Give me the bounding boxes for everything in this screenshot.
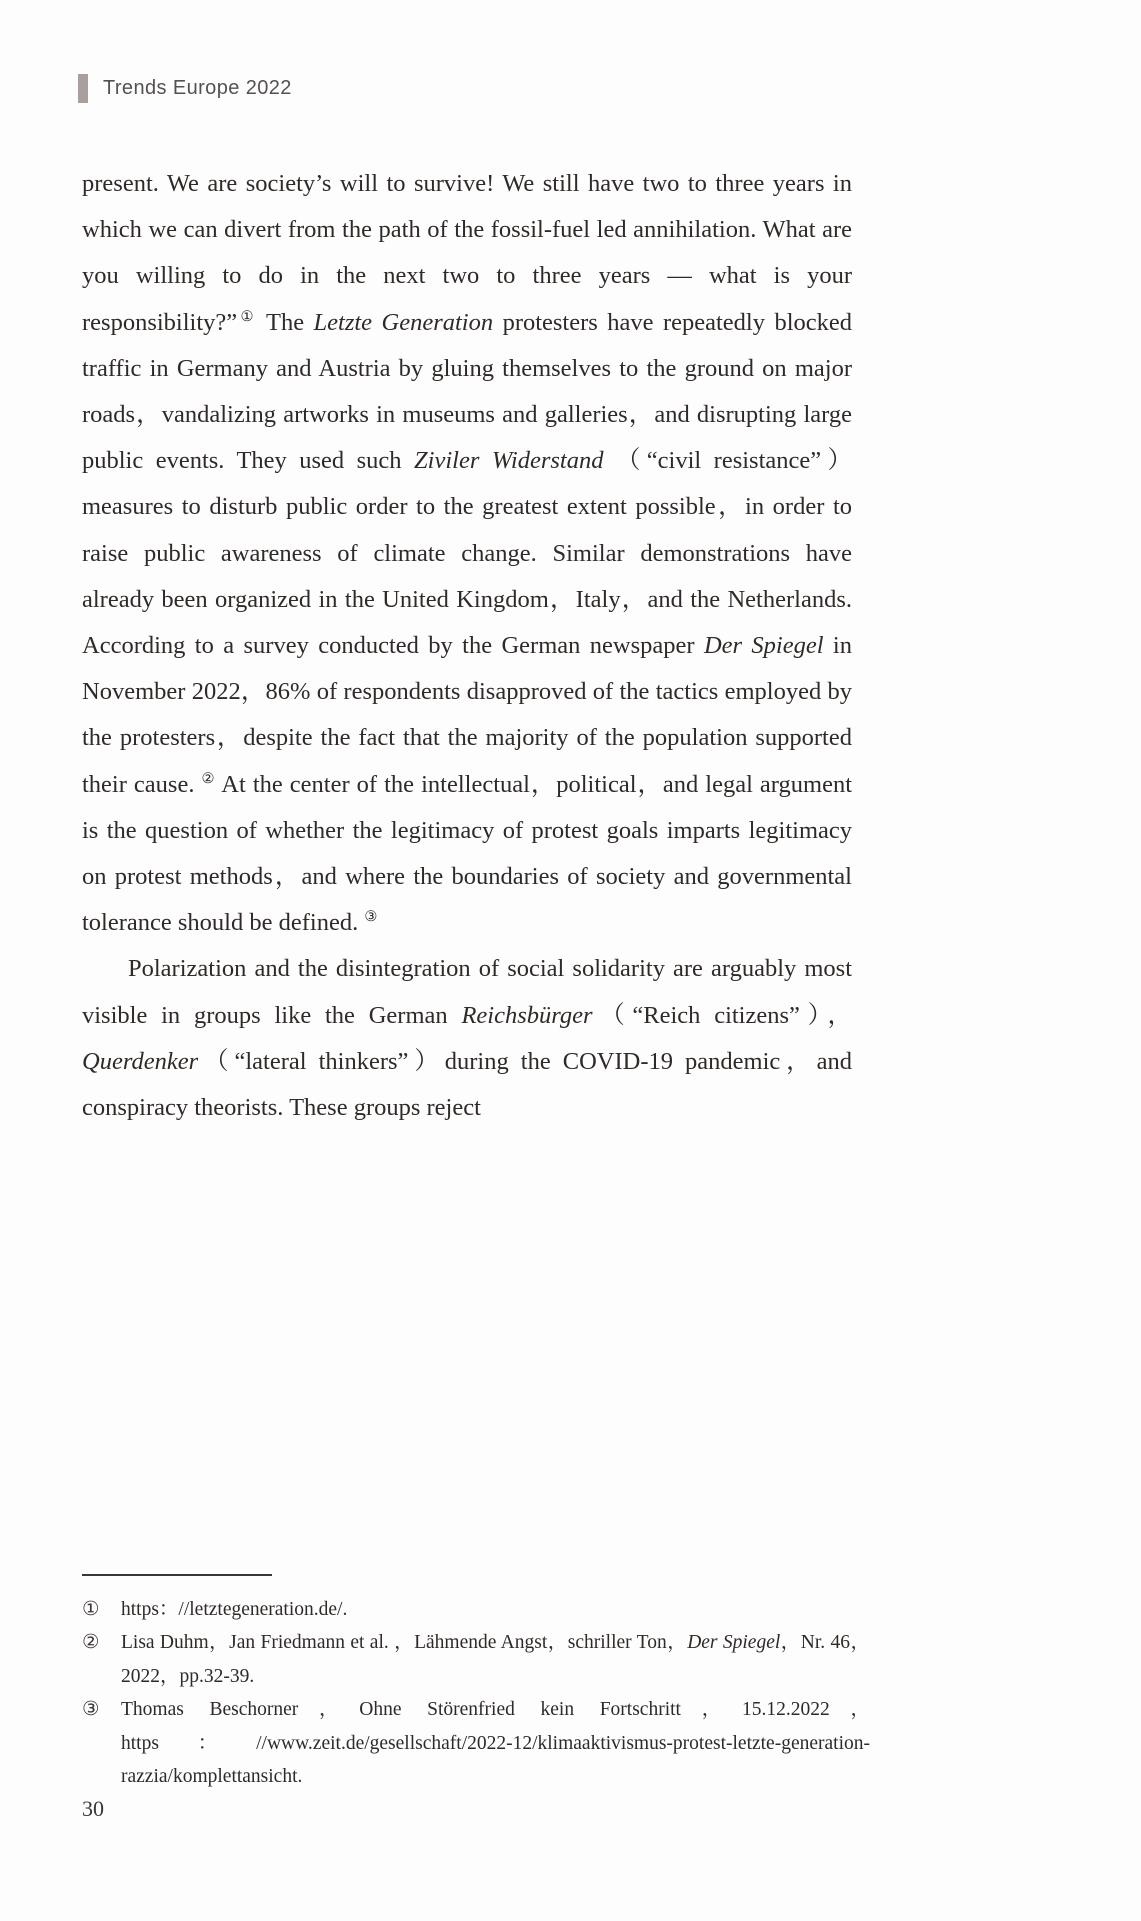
running-header-title: Trends Europe 2022: [103, 77, 292, 99]
footnote-reference: ③: [364, 909, 378, 926]
footnote-text: [121, 1626, 870, 1693]
text-segment: At the center of the intellectual，political，and legal argument is the question of whether the legitimacy of protest goals imparts legitimacy on protest methods，and where the boundaries of society and governmental tolerance should be defined.: [82, 770, 853, 937]
paragraph: [82, 946, 852, 1131]
text-segment: Lisa Duhm，Jan Friedmann et al. ，Lähmende Angst，schriller Ton，: [121, 1632, 688, 1654]
text-segment: protesters have repeatedly blocked traffic in Germany and Austria by gluing themselves to the ground on major roads，vandalizing artworks in museums and galleries，and disrupting large public events. They used such: [82, 308, 852, 475]
footnote-text: [121, 1693, 870, 1793]
paragraph-continuation: [82, 161, 852, 946]
italic-text-segment: Reichsbürger: [461, 1001, 593, 1029]
text-segment: ，Nr. 46，2022，pp.32-39.: [121, 1632, 870, 1687]
text-segment: Polarization and the disintegration of social solidarity are arguably most visible in groups like the German: [82, 955, 852, 1029]
footnote-text: [121, 1593, 870, 1626]
header-accent-bar-icon: [78, 74, 88, 103]
text-segment: in November 2022，86% of respondents disapproved of the tactics employed by the protesters，despite the fact that the majority of the population supported their cause.: [82, 632, 852, 798]
italic-text-segment: Ziviler Widerstand: [414, 447, 604, 475]
italic-text-segment: Der Spiegel: [687, 1632, 781, 1654]
body-text: [82, 161, 852, 1131]
footnote-marker: ②: [82, 1632, 100, 1654]
text-segment: The: [256, 308, 314, 336]
text-segment: https：//letztegeneration.de/.: [121, 1599, 348, 1620]
text-segment: present. We are society’s will to survive! We still have two to three years in which we can divert from the path of the fossil-fuel led annihilation. What are you willing to do in the next two to three years — what is your responsibility?”: [82, 170, 852, 336]
italic-text-segment: Letzte Generation: [313, 308, 494, 336]
running-header: [78, 74, 292, 103]
footnote: [82, 1626, 870, 1693]
text-segment: （“civil resistance”） measures to disturb public order to the greatest extent possible，in order to raise public awareness of climate change. Similar demonstrations have already been organized in the United Kingdom，Italy，and the Netherlands. According to a survey conducted by the German newspaper: [82, 447, 852, 660]
italic-text-segment: Querdenker: [82, 1047, 199, 1075]
italic-text-segment: Der Spiegel: [703, 632, 824, 660]
footnote: [82, 1693, 870, 1793]
page-number: 30: [82, 1796, 104, 1821]
footnote-marker: ①: [82, 1599, 100, 1620]
footnotes: [82, 1593, 870, 1793]
footnote-separator: [82, 1574, 272, 1576]
footnote: [82, 1593, 870, 1626]
text-segment: （“Reich citizens”），: [592, 1001, 852, 1029]
footnote-reference: ②: [201, 770, 216, 787]
footnote-reference: ①: [237, 308, 257, 325]
text-segment: （“lateral thinkers”）during the COVID-19 pandemic，and conspiracy theorists. These groups reject: [82, 1047, 852, 1122]
text-segment: Thomas Beschorner，Ohne Störenfried kein Fortschritt，15.12.2022，https：//www.zeit.de/gesellschaft/2022-12/klimaaktivismus-protest-letzte-generation-razzia/komplettansicht.: [121, 1699, 870, 1788]
footnote-marker: ③: [82, 1699, 100, 1721]
